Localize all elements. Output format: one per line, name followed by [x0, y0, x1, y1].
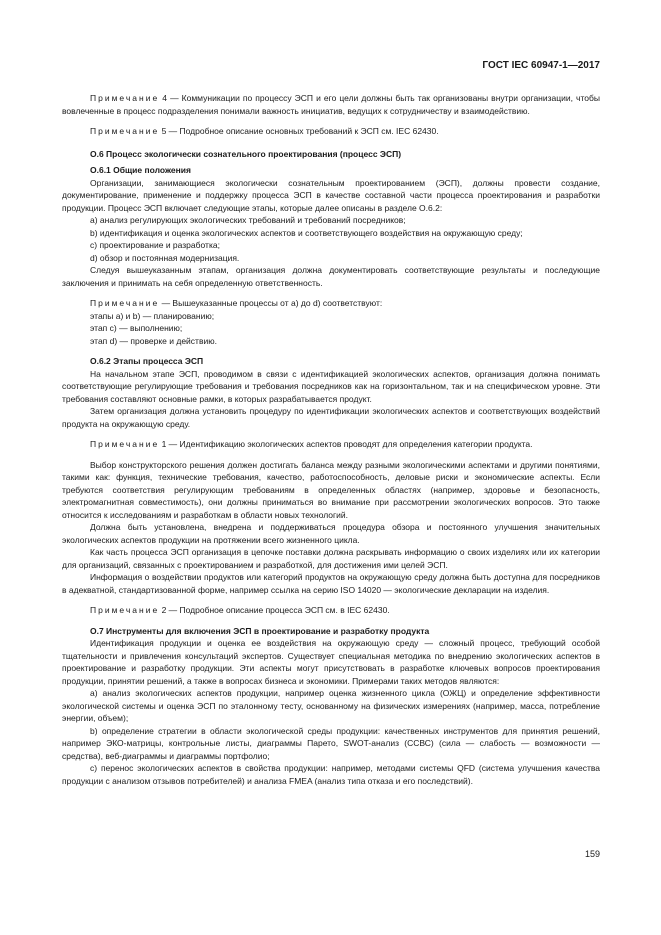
paragraph: Выбор конструкторского решения должен достигать баланса между разными экологическими аспектами и другими понятиями, такими как: функция, технические требования, качество, работоспособность, деловые риски и экономические аспекты. Если требуются соответствия регулирующим требованиям в определенных областях (например, здоровье и безопасность, электромагнитная совместимость), они должны приниматься во внимание при рассмотрении экологических вопросов. Это также относится к исследованиям и разработкам в области новых технологий.	[62, 459, 600, 520]
paragraph: Организации, занимающиеся экологически сознательным проектированием (ЭСП), должны провести создание, документирование, применение и поддержку процесса ЭСП в качестве составной части процесса проектирования и разработки продукции. Процесс ЭСП включает следующие этапы, которые далее описаны в разделе O.6.2:	[62, 177, 600, 213]
document-page	[62, 0, 600, 935]
note-line: этапы a) и b) — планированию;	[90, 310, 215, 321]
page-content	[62, 90, 600, 787]
list-item: a) анализ экологических аспектов продукции, например оценка жизненного цикла (ОЖЦ) и определение эффективности экологической системы и оценка ЭСП по эталонному тесту, основанному на физических измерениях (например, масса, потребление энергии, объем);	[62, 688, 600, 723]
page-number: 159	[584, 849, 600, 859]
list-item: b) идентификация и оценка экологических аспектов и соответствующего воздействия на окружающую среду;	[90, 227, 523, 238]
note-line: этап c) — выполнению;	[90, 323, 183, 333]
note-4	[62, 92, 600, 117]
note-number: 1	[161, 439, 167, 449]
list-item: b) определение стратегии в области экологической среды продукции: качественных инструментов для принятия решений, например ЭКО-матрицы, контрольные листы, диаграммы Парето, SWOT-анализ (ССВС) (сила — слабость — возможности — средства), веб-диаграммы и диаграммы портфолио;	[62, 725, 600, 761]
note-number: 2	[161, 605, 167, 615]
paragraph: Затем организация должна установить процедуру по идентификации экологических аспектов и соответствующих воздействий продукта на окружающую среду.	[62, 406, 600, 429]
section-o6-title: O.6 Процесс экологически сознательного проектирования (процесс ЭСП)	[90, 148, 402, 159]
paragraph: Идентификация продукции и оценка ее воздействия на окружающую среду — сложный процесс, требующий особой тщательности и привлечения консультаций экспертов. Существует специальная методика по внедрению экологических аспектов в проектирование и разработку продукции. Эти аспекты могут присутствовать в разработке ключевых вопросов проектирования продукции, принятии решений, а также в вопросах бизнеса и экономики. Примерами таких методов являются:	[62, 638, 600, 686]
note-prefix: Примечание	[90, 298, 160, 308]
note-text: — Подробное описание основных требований к ЭСП см. IEC 62430.	[166, 126, 439, 136]
note-5	[62, 125, 600, 138]
note-prefix: Примечание	[90, 126, 160, 136]
list-item: a) анализ регулирующих экологических требований и требований посредников;	[90, 215, 406, 225]
note-prefix: Примечание	[90, 439, 160, 449]
list-item: d) обзор и постоянная модернизация.	[90, 252, 240, 263]
note-text: — Подробное описание процесса ЭСП см. в IEC 62430.	[166, 605, 390, 615]
note-number: 4	[162, 93, 168, 103]
note-text: — Идентификацию экологических аспектов проводят для определения категории продукта.	[166, 439, 533, 449]
list-item: c) проектирование и разработка;	[90, 240, 220, 250]
note-2	[62, 604, 600, 617]
note-line: этап d) — проверке и действию.	[90, 335, 217, 346]
note-number: 5	[161, 126, 167, 136]
section-o7-title: O.7 Инструменты для включения ЭСП в проектирование и разработку продукта	[90, 625, 430, 636]
section-o6-2-title: O.6.2 Этапы процесса ЭСП	[90, 356, 204, 366]
paragraph: Как часть процесса ЭСП организация в цепочке поставки должна раскрывать информацию о своих изделиях или их категории для организаций, связанных с проектированием и разработкой, для достижения ими целей ЭСП.	[62, 547, 600, 570]
paragraph: Информация о воздействии продуктов или категорий продуктов на окружающую среду должна быть доступна для посредников в адекватной, стандартизованной форме, например ссылка на серию ISO 14020 — экологические декларации на изделия.	[62, 572, 600, 595]
paragraph: Должна быть установлена, внедрена и поддерживаться процедура обзора и постоянного улучшения значительных экологических аспектов продукции на протяжении всего жизненного цикла.	[62, 522, 600, 545]
note-text: — Коммуникации по процессу ЭСП и его цели должны быть так организованы внутри организации, чтобы вовлеченные в процесс подразделения понимали важность инициатив, ведущих к сотрудничеству и взаимодействию.	[62, 93, 600, 116]
note-text: — Вышеуказанные процессы от a) до d) соответствуют:	[159, 298, 383, 308]
section-o6-1-title: O.6.1 Общие положения	[90, 165, 191, 175]
paragraph: Следуя вышеуказанным этапам, организация должна документировать соответствующие результаты и последующие заключения и принимать на себя определенную ответственность.	[62, 265, 600, 288]
note-1	[62, 438, 600, 451]
note-prefix: Примечание	[90, 93, 160, 103]
note-prefix: Примечание	[90, 605, 160, 615]
note-stages	[62, 297, 600, 310]
list-item: c) перенос экологических аспектов в свойства продукции: например, методами системы QFD (система улучшения качества продукции с анализом отзывов потребителей) и анализа FMEA (анализ типа отказа и его последствий).	[62, 763, 600, 786]
paragraph: На начальном этапе ЭСП, проводимом в связи с идентификацией экологических аспектов, организация должна понимать соответствующие регулирующие требования и требования посредников как на горизонтальном, так и на специфическом уровне. Эти требования составляют основные рамки, в которых разрабатывается продукт.	[62, 368, 600, 404]
standard-header: ГОСТ IEC 60947-1—2017	[482, 60, 600, 71]
